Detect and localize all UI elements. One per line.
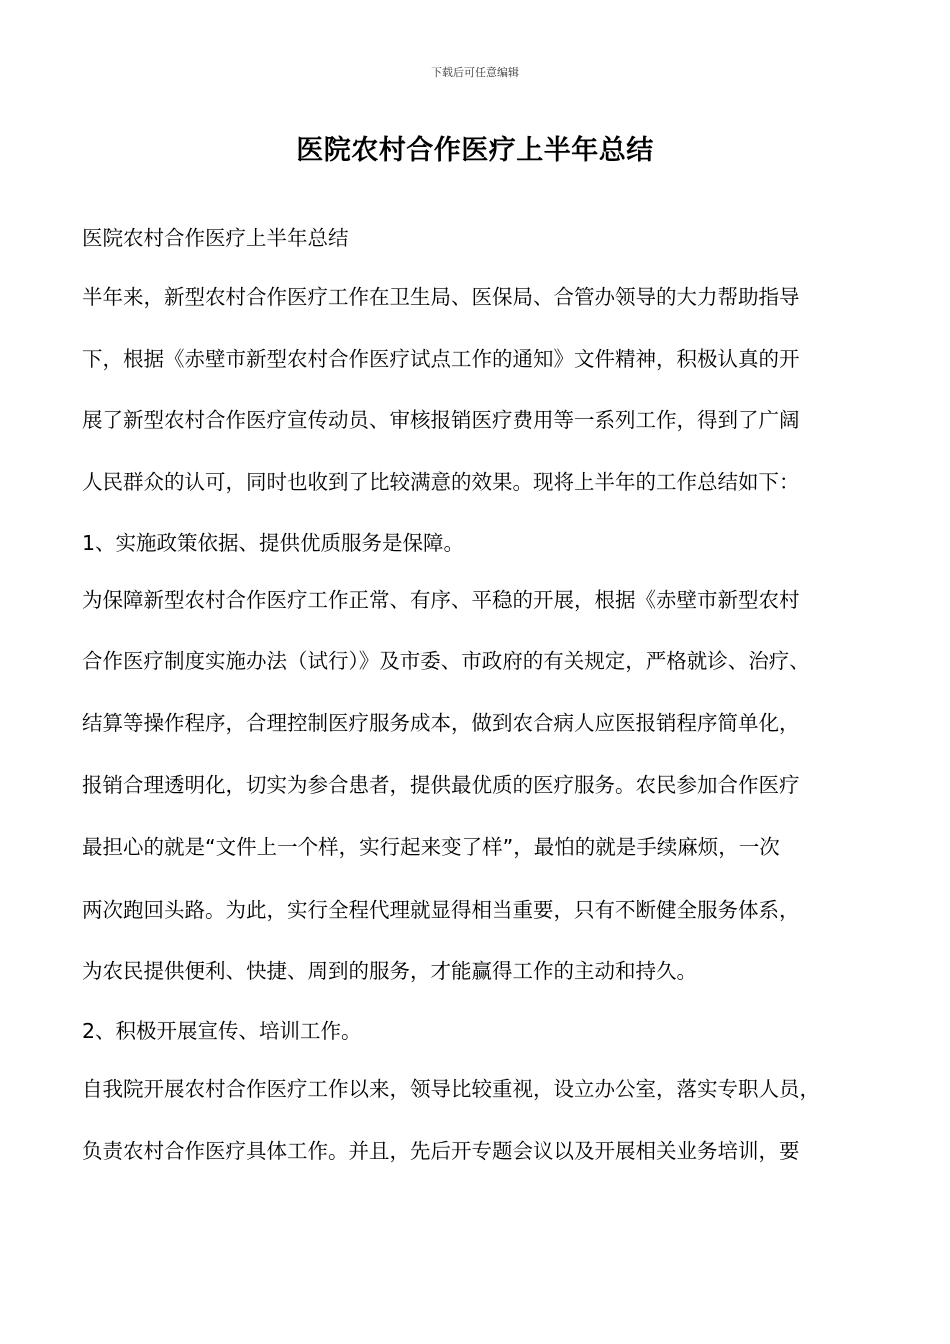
paragraph-line: 两次跑回头路。为此，实行全程代理就显得相当重要，只有不断健全服务体系， — [82, 898, 800, 922]
paragraph-line: 人民群众的认可，同时也收到了比较满意的效果。现将上半年的工作总结如下： — [82, 470, 800, 494]
paragraph-line: 负责农村合作医疗具体工作。并且，先后开专题会议以及开展相关业务培训，要 — [82, 1139, 800, 1163]
paragraph-line: 报销合理透明化，切实为参合患者，提供最优质的医疗服务。农民参加合作医疗 — [82, 773, 800, 797]
paragraph-line: 最担心的就是“文件上一个样，实行起来变了样”，最怕的就是手续麻烦，一次 — [82, 835, 780, 859]
paragraph-line: 半年来，新型农村合作医疗工作在卫生局、医保局、合管办领导的大力帮助指导 — [82, 285, 800, 309]
paragraph-line: 为保障新型农村合作医疗工作正常、有序、平稳的开展，根据《赤壁市新型农村 — [82, 588, 800, 612]
section-heading: 1、实施政策依据、提供优质服务是保障。 — [82, 531, 465, 555]
document-title: 医院农村合作医疗上半年总结 — [296, 135, 654, 166]
subtitle-line: 医院农村合作医疗上半年总结 — [82, 226, 349, 250]
paragraph-line: 结算等操作程序，合理控制医疗服务成本，做到农合病人应医报销程序简单化， — [82, 711, 800, 735]
paragraph-line: 合作医疗制度实施办法（试行）》及市委、市政府的有关规定，严格就诊、治疗、 — [82, 649, 810, 673]
paragraph-line: 自我院开展农村合作医疗工作以来，领导比较重视，设立办公室，落实专职人员， — [82, 1077, 820, 1101]
paragraph-line: 展了新型农村合作医疗宣传动员、审核报销医疗费用等一系列工作，得到了广阔 — [82, 408, 800, 432]
paragraph-line: 为农民提供便利、快捷、周到的服务，才能赢得工作的主动和持久。 — [82, 959, 697, 983]
section-heading: 2、积极开展宣传、培训工作。 — [82, 1019, 362, 1043]
header-note: 下载后可任意编辑 — [431, 66, 519, 79]
paragraph-line: 下，根据《赤壁市新型农村合作医疗试点工作的通知》文件精神，积极认真的开 — [82, 347, 800, 371]
